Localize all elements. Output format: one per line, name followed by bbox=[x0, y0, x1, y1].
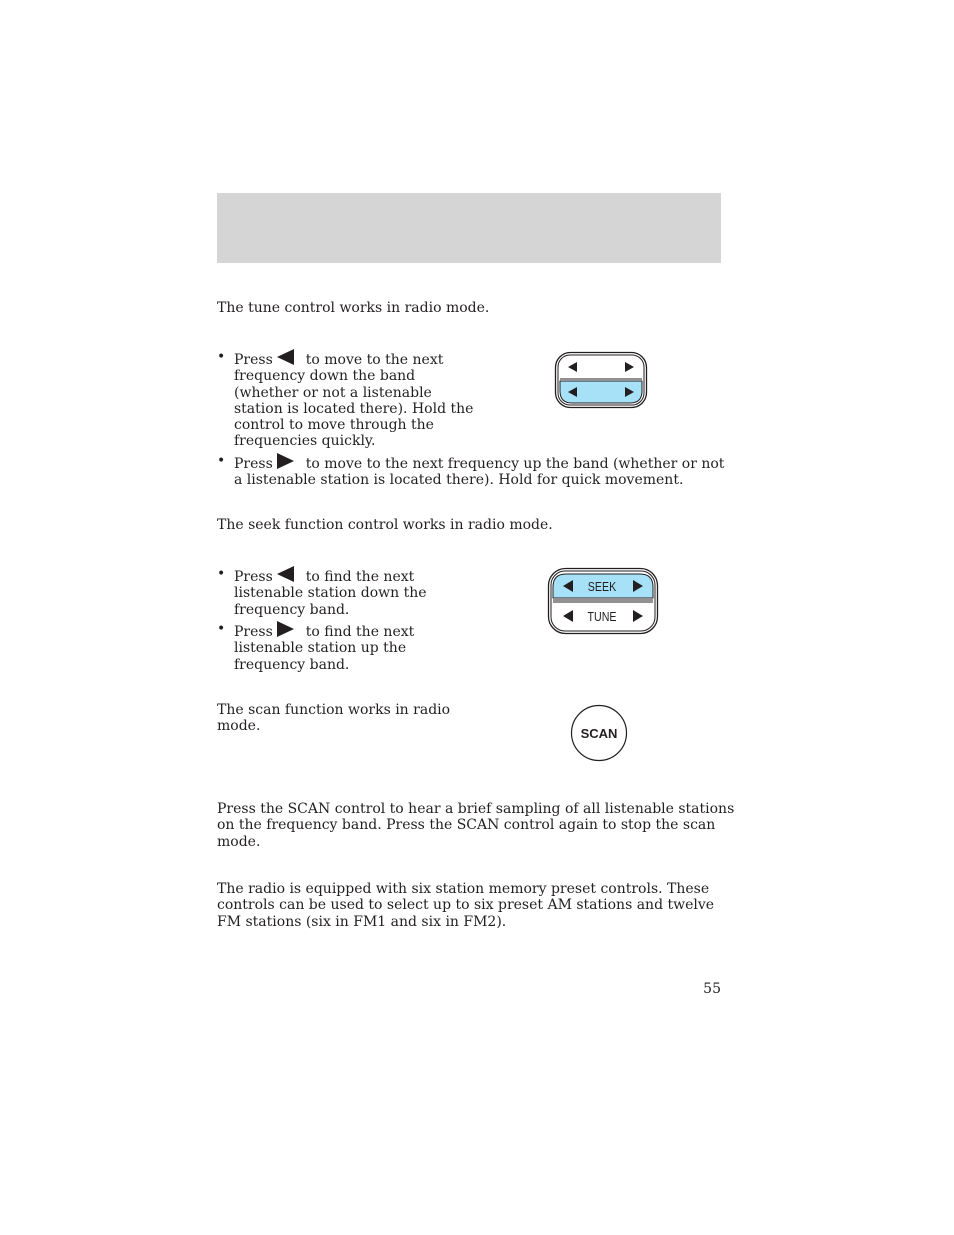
seek-intro: The seek function control works in radio mode. bbox=[217, 517, 553, 533]
bullet-text: Press to move to the next frequency down the band (whether or not a listenable station is located there). Hold the control to move through the frequencies quickly. bbox=[234, 349, 473, 450]
preset-paragraph: The radio is equipped with six station memory preset controls. These controls can be used to select up to six preset AM stations and twelve FM stations (six in FM1 and six in FM2). bbox=[217, 881, 715, 930]
bullet-text: Press to find the next listenable station up the frequency band. bbox=[234, 621, 414, 673]
scan-paragraph: Press the SCAN control to hear a brief sampling of all listenable stations on the frequency band. Press the SCAN control again to stop the scan mode. bbox=[217, 801, 735, 850]
section-header-band bbox=[217, 193, 721, 263]
tune-control-figure bbox=[554, 351, 648, 409]
page-number: 55 bbox=[703, 981, 721, 997]
bullet-text: Press to find the next listenable station down the frequency band. bbox=[234, 566, 427, 618]
bullet-dot: • bbox=[217, 349, 226, 365]
triangle-right-icon bbox=[277, 453, 294, 469]
seek-label: SEEK bbox=[587, 578, 617, 595]
triangle-left-icon bbox=[277, 349, 294, 365]
scan-label: SCAN bbox=[580, 726, 618, 741]
scan-button-figure bbox=[569, 704, 629, 764]
bullet-dot: • bbox=[217, 453, 226, 469]
triangle-left-icon bbox=[277, 566, 294, 582]
tune-intro: The tune control works in radio mode. bbox=[217, 300, 490, 316]
seek-tune-control-figure bbox=[547, 567, 659, 635]
bullet-dot: • bbox=[217, 566, 226, 582]
bullet-text: Press to move to the next frequency up the band (whether or not a listenable station is located there). Hold for quick movement. bbox=[234, 453, 724, 489]
scan-intro: The scan function works in radio mode. bbox=[217, 702, 451, 735]
tune-label: TUNE bbox=[587, 608, 617, 625]
triangle-right-icon bbox=[277, 621, 294, 637]
bullet-dot: • bbox=[217, 621, 226, 637]
